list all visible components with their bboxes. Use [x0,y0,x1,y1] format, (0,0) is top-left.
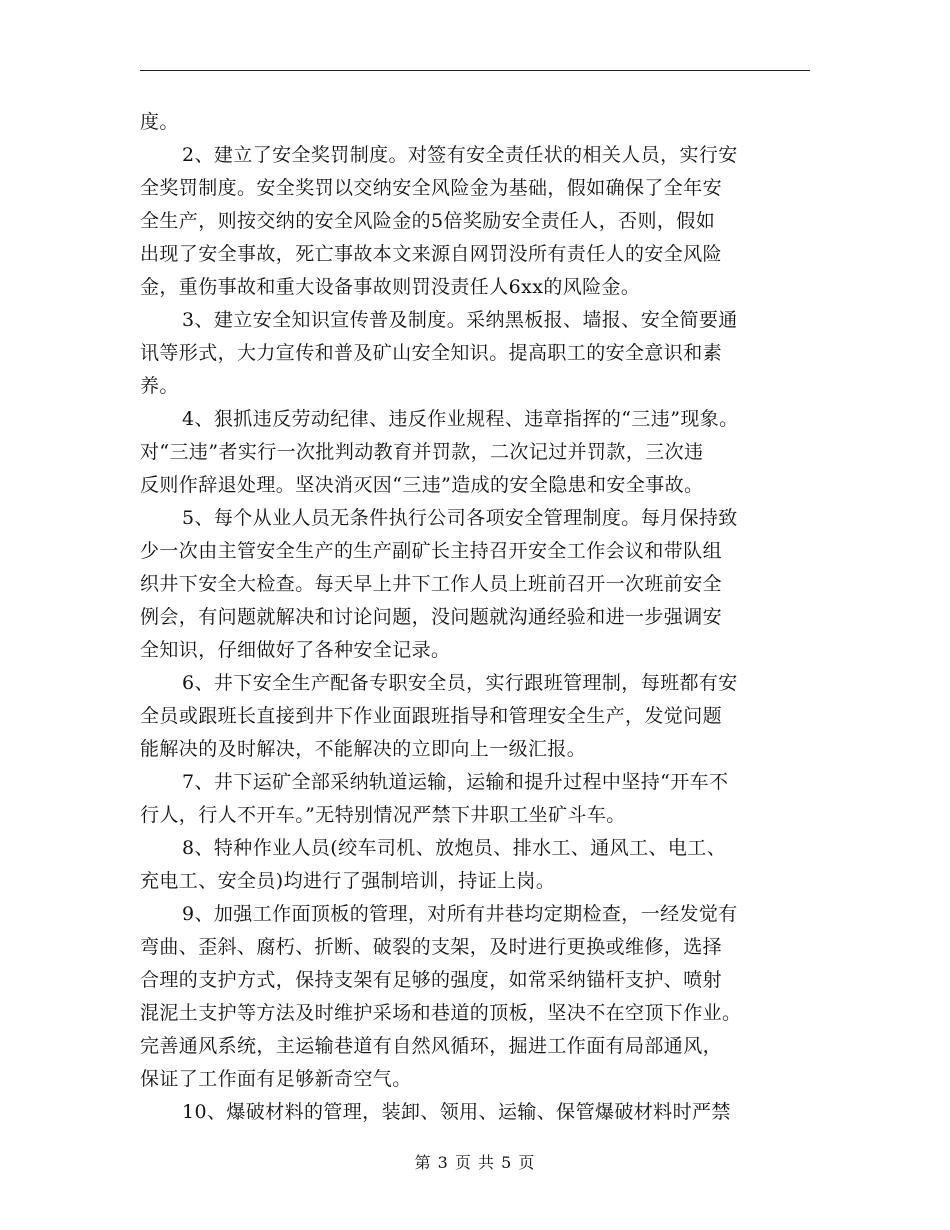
text-line: 例会，有问题就解决和讨论问题，没问题就沟通经验和进一步强调安 [140,606,723,628]
text-line: 10、爆破材料的管理，装卸、领用、运输、保管爆破材料时严禁 [182,1101,731,1123]
text-line: 保证了工作面有足够新奇空气。 [140,1068,412,1090]
text-line: 反则作辞退处理。坚决消灭因“三违”造成的安全隐患和安全事故。 [140,474,704,496]
page-footer: 第 3 页 共 5 页 [414,1153,536,1172]
text-line: 6、井下安全生产配备专职安全员，实行跟班管理制，每班都有安 [182,672,738,694]
text-line: 全奖罚制度。安全奖罚以交纳安全风险金为基础，假如确保了全年安 [140,177,723,199]
text-line: 完善通风系统，主运输巷道有自然风循环，掘进工作面有局部通风， [140,1035,723,1057]
text-line: 养。 [140,375,179,397]
text-line: 全生产，则按交纳的安全风险金的5倍奖励安全责任人，否则，假如 [140,210,716,232]
document-body [140,106,810,1129]
text-line: 7、井下运矿全部采纳轨道运输，运输和提升过程中坚持“开车不 [182,771,729,793]
text-line: 9、加强工作面顶板的管理，对所有井巷均定期检查，一经发觉有 [182,903,738,925]
text-line: 少一次由主管安全生产的生产副矿长主持召开安全工作会议和带队组 [140,540,723,562]
text-line: 全知识，仔细做好了各种安全记录。 [140,639,451,661]
text-line: 织井下安全大检查。每天早上井下工作人员上班前召开一次班前安全 [140,573,723,595]
text-line: 混泥土支护等方法及时维护采场和巷道的顶板，坚决不在空顶下作业。 [140,1002,742,1024]
text-line: 8、特种作业人员(绞车司机、放炮员、排水工、通风工、电工、 [182,837,727,859]
text-line: 弯曲、歪斜、腐朽、折断、破裂的支架，及时进行更换或维修，选择 [140,936,723,958]
text-line: 全员或跟班长直接到井下作业面跟班指导和管理安全生产，发觉问题 [140,705,723,727]
text-line: 出现了安全事故，死亡事故本文来源自网罚没所有责任人的安全风险 [140,243,723,265]
text-line: 2、建立了安全奖罚制度。对签有安全责任状的相关人员，实行安 [182,144,738,166]
text-line: 4、狠抓违反劳动纪律、违反作业规程、违章指挥的“三违”现象。 [182,408,739,430]
text-line: 合理的支护方式，保持支架有足够的强度，如常采纳锚杆支护、喷射 [140,969,723,991]
text-line: 对“三违”者实行一次批判动教育并罚款，二次记过并罚款，三次违 [140,441,704,463]
text-line: 3、建立安全知识宣传普及制度。采纳黑板报、墙报、安全简要通 [182,309,738,331]
text-line: 金，重伤事故和重大设备事故则罚没责任人6xx的风险金。 [140,276,641,298]
text-line: 讯等形式，大力宣传和普及矿山安全知识。提高职工的安全意识和素 [140,342,723,364]
text-line: 5、每个从业人员无条件执行公司各项安全管理制度。每月保持致 [182,507,738,529]
text-line: 充电工、安全员)均进行了强制培训，持证上岗。 [140,870,556,892]
header-rule [140,70,810,71]
text-line: 度。 [140,111,179,133]
text-line: 行人，行人不开车。”无特别情况严禁下井职工坐矿斗车。 [140,804,626,826]
text-line: 能解决的及时解决，不能解决的立即向上一级汇报。 [140,738,587,760]
